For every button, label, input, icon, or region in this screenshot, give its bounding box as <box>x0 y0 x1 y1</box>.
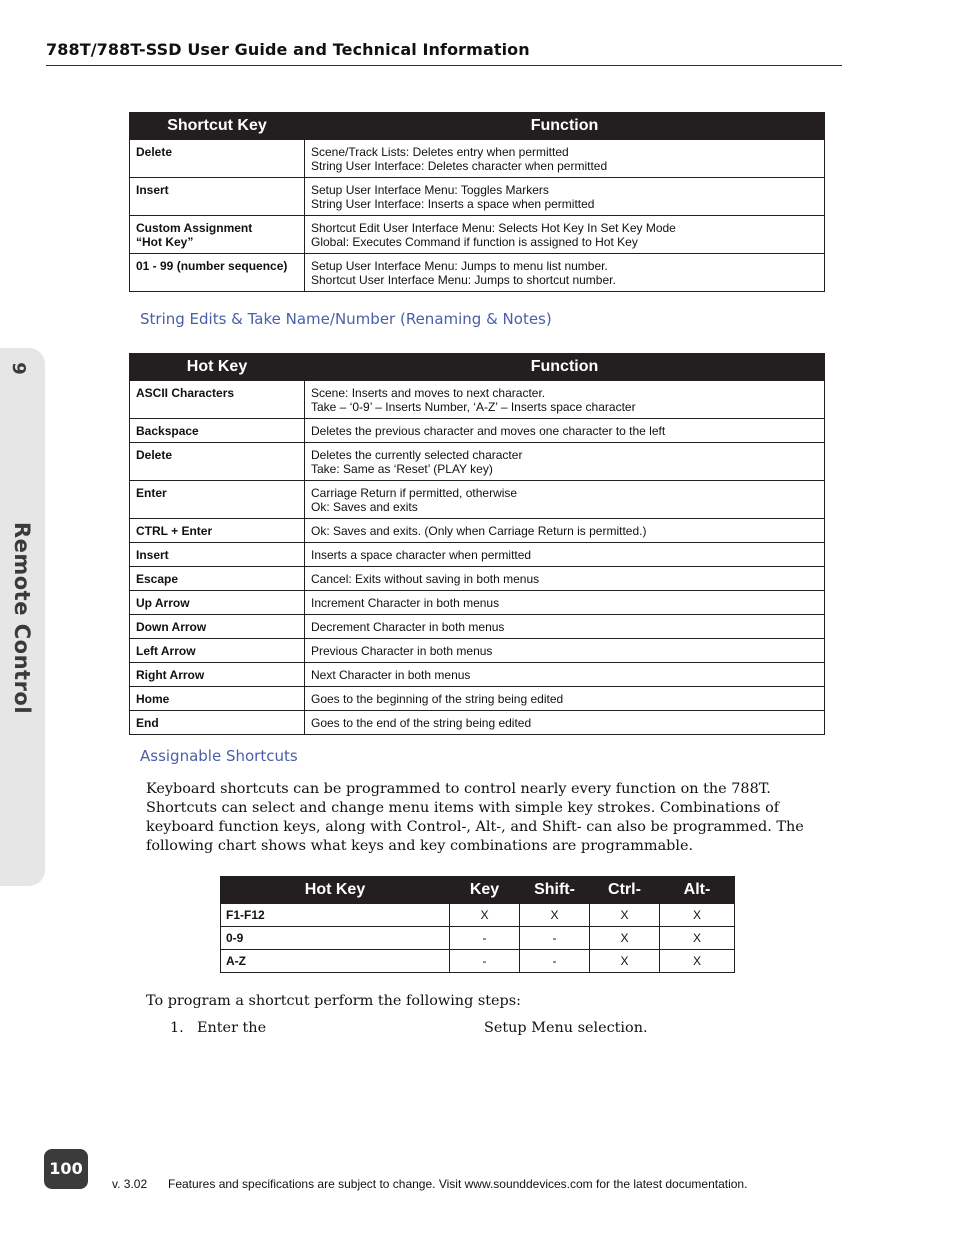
value-cell: X <box>450 904 520 927</box>
value-cell: - <box>450 927 520 950</box>
table-body <box>221 904 735 973</box>
key-cell <box>130 178 305 216</box>
key-cell <box>130 254 305 292</box>
function-cell <box>305 543 825 567</box>
cell-line: CTRL + Enter <box>136 524 213 538</box>
table-body <box>130 381 825 735</box>
table-row <box>130 567 825 591</box>
key-cell <box>130 639 305 663</box>
column-header: Ctrl- <box>590 877 660 904</box>
step-text: Enter the <box>197 1020 267 1036</box>
function-cell <box>305 178 825 216</box>
table-row <box>130 481 825 519</box>
function-cell <box>305 254 825 292</box>
column-header: Shift- <box>520 877 590 904</box>
table-row <box>130 140 825 178</box>
key-cell <box>130 663 305 687</box>
table-row <box>130 178 825 216</box>
step-text: Setup Menu selection. <box>484 1020 648 1036</box>
document-title: 788T/788T-SSD User Guide and Technical Information <box>46 40 530 59</box>
cell-line: 01 - 99 (number sequence) <box>136 259 288 273</box>
function-cell <box>305 519 825 543</box>
cell-line: Delete <box>136 145 173 159</box>
column-header: Hot Key <box>130 354 305 381</box>
section-heading-assignable-shortcuts: Assignable Shortcuts <box>140 747 298 765</box>
function-cell <box>305 216 825 254</box>
footer-version: v. 3.02 <box>112 1177 148 1191</box>
cell-line: Deletes the currently selected character <box>311 448 523 462</box>
table-row <box>130 443 825 481</box>
cell-line: Custom Assignment <box>136 221 253 235</box>
footer-note: Features and specifications are subject to change. Visit www.sounddevices.com for the latest documentation. <box>168 1177 748 1191</box>
cell-line: Scene/Track Lists: Deletes entry when permitted <box>311 145 569 159</box>
function-cell <box>305 381 825 419</box>
function-cell <box>305 639 825 663</box>
cell-line: String User Interface: Deletes character when permitted <box>311 159 608 173</box>
table-row <box>130 543 825 567</box>
key-cell <box>130 419 305 443</box>
value-cell: - <box>520 950 590 973</box>
cell-line: Take – ‘0-9’ – Inserts Number, ‘A-Z’ – Inserts space character <box>311 400 636 414</box>
step-number: 1. <box>170 1020 184 1036</box>
key-cell <box>130 481 305 519</box>
cell-line: Shortcut User Interface Menu: Jumps to shortcut number. <box>311 273 616 287</box>
table-row <box>130 663 825 687</box>
column-header: Alt- <box>660 877 735 904</box>
cell-line: Previous Character in both menus <box>311 644 493 658</box>
key-cell: 0-9 <box>221 927 450 950</box>
cell-line: Global: Executes Command if function is assigned to Hot Key <box>311 235 638 249</box>
function-cell <box>305 711 825 735</box>
value-cell: X <box>590 927 660 950</box>
cell-line: String User Interface: Inserts a space when permitted <box>311 197 595 211</box>
key-cell <box>130 567 305 591</box>
cell-line: “Hot Key” <box>136 235 194 249</box>
table-row <box>130 254 825 292</box>
value-cell: X <box>660 904 735 927</box>
cell-line: Insert <box>136 548 169 562</box>
column-header: Hot Key <box>221 877 450 904</box>
chapter-label: Remote Control <box>10 521 34 715</box>
body-paragraph: Keyboard shortcuts can be programmed to control nearly every function on the 788T. Shortcuts can select and change menu items with simple key strokes. Combinations of keyboard function keys, along with Control-, Alt-, and Shift- can also be programmed. The following chart shows what keys and key combinations are programmable. <box>146 781 804 854</box>
key-cell <box>130 519 305 543</box>
section-heading-string-edits: String Edits & Take Name/Number (Renaming & Notes) <box>140 310 552 328</box>
key-cell <box>130 591 305 615</box>
programmable-keys-table <box>220 876 735 973</box>
column-header: Shortcut Key <box>130 113 305 140</box>
value-cell: X <box>520 904 590 927</box>
value-cell: - <box>450 950 520 973</box>
table-row <box>130 519 825 543</box>
cell-line: Setup User Interface Menu: Toggles Markers <box>311 183 549 197</box>
cell-line: Take: Same as ‘Reset’ (PLAY key) <box>311 462 493 476</box>
cell-line: Ok: Saves and exits. (Only when Carriage Return is permitted.) <box>311 524 647 538</box>
cell-line: Carriage Return if permitted, otherwise <box>311 486 518 500</box>
cell-line: Left Arrow <box>136 644 196 658</box>
key-cell: A-Z <box>221 950 450 973</box>
cell-line: Enter <box>136 486 167 500</box>
table-row <box>130 591 825 615</box>
value-cell: - <box>520 927 590 950</box>
key-cell <box>130 443 305 481</box>
key-cell <box>130 711 305 735</box>
table-row <box>130 687 825 711</box>
cell-line: Ok: Saves and exits <box>311 500 418 514</box>
chapter-number: 9 <box>7 362 29 375</box>
key-cell <box>130 543 305 567</box>
table-body <box>130 140 825 292</box>
cell-line: Decrement Character in both menus <box>311 620 505 634</box>
cell-line: Increment Character in both menus <box>311 596 500 610</box>
function-cell <box>305 663 825 687</box>
table-row <box>130 419 825 443</box>
cell-line: Deletes the previous character and moves one character to the left <box>311 424 666 438</box>
cell-line: Scene: Inserts and moves to next character. <box>311 386 546 400</box>
function-cell <box>305 443 825 481</box>
function-cell <box>305 567 825 591</box>
value-cell: X <box>590 904 660 927</box>
column-header: Function <box>305 113 825 140</box>
column-header: Key <box>450 877 520 904</box>
cell-line: Setup User Interface Menu: Jumps to menu list number. <box>311 259 608 273</box>
function-cell <box>305 615 825 639</box>
value-cell: X <box>660 927 735 950</box>
key-cell <box>130 687 305 711</box>
table-row <box>130 615 825 639</box>
value-cell: X <box>660 950 735 973</box>
function-cell <box>305 687 825 711</box>
hot-key-table <box>129 353 825 735</box>
key-cell <box>130 381 305 419</box>
cell-line: Down Arrow <box>136 620 207 634</box>
cell-line: Home <box>136 692 170 706</box>
cell-line: Insert <box>136 183 169 197</box>
key-cell <box>130 216 305 254</box>
function-cell <box>305 419 825 443</box>
table-row <box>221 927 735 950</box>
table-row <box>221 904 735 927</box>
page-number: 100 <box>44 1149 88 1189</box>
cell-line: Goes to the beginning of the string being edited <box>311 692 564 706</box>
table-row <box>130 639 825 663</box>
key-cell <box>130 140 305 178</box>
cell-line: Cancel: Exits without saving in both menus <box>311 572 540 586</box>
table-row <box>221 950 735 973</box>
table-row <box>130 711 825 735</box>
header-rule <box>46 65 842 66</box>
cell-line: Inserts a space character when permitted <box>311 548 532 562</box>
steps-intro: To program a shortcut perform the following steps: <box>146 993 521 1009</box>
cell-line: End <box>136 716 159 730</box>
function-cell <box>305 481 825 519</box>
cell-line: Goes to the end of the string being edited <box>311 716 532 730</box>
table-row <box>130 381 825 419</box>
shortcut-key-table <box>129 112 825 292</box>
function-cell <box>305 140 825 178</box>
cell-line: Up Arrow <box>136 596 190 610</box>
cell-line: Shortcut Edit User Interface Menu: Selects Hot Key In Set Key Mode <box>311 221 676 235</box>
cell-line: Backspace <box>136 424 199 438</box>
cell-line: ASCII Characters <box>136 386 235 400</box>
key-cell <box>130 615 305 639</box>
value-cell: X <box>590 950 660 973</box>
column-header: Function <box>305 354 825 381</box>
table-row <box>130 216 825 254</box>
key-cell: F1-F12 <box>221 904 450 927</box>
cell-line: Escape <box>136 572 179 586</box>
cell-line: Right Arrow <box>136 668 205 682</box>
function-cell <box>305 591 825 615</box>
cell-line: Next Character in both menus <box>311 668 471 682</box>
cell-line: Delete <box>136 448 173 462</box>
